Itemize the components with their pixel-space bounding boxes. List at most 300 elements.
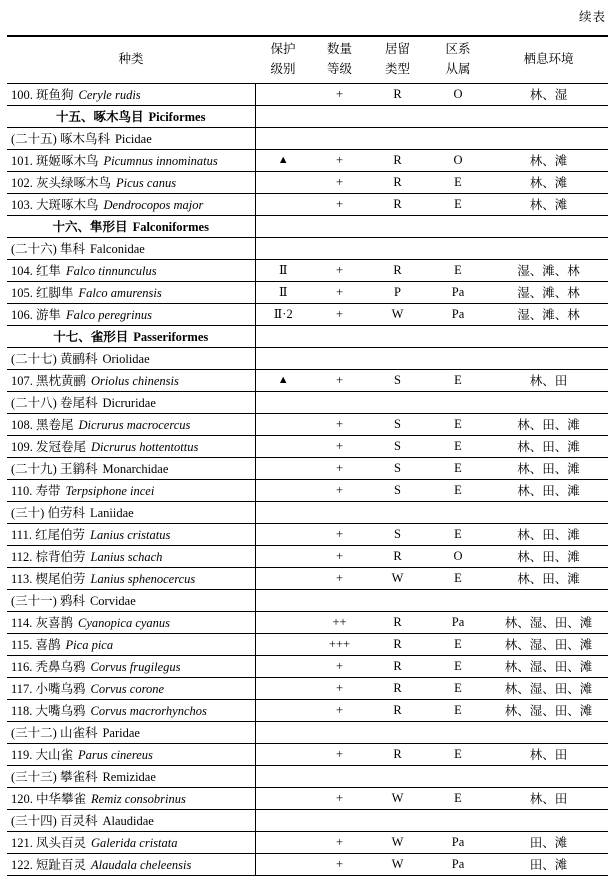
col-header-protection-line1: 保护 — [270, 42, 296, 57]
table-row — [7, 479, 608, 501]
protection-cell — [255, 787, 311, 809]
quantity-cell: + — [311, 149, 368, 171]
table-row — [7, 721, 608, 743]
fauna-cell: E — [427, 369, 489, 391]
species-latin: Falconiformes — [132, 220, 209, 234]
species-latin: Lanius schach — [90, 550, 163, 564]
species-cell — [7, 787, 255, 809]
quantity-cell: ++ — [311, 611, 368, 633]
col-header-quantity-line2: 等级 — [326, 61, 352, 76]
quantity-cell: + — [311, 699, 368, 721]
table-row — [7, 501, 608, 523]
col-header-residence-line1: 居留 — [384, 42, 410, 57]
species-latin: Falco peregrinus — [66, 308, 152, 322]
species-cell — [7, 853, 255, 875]
habitat-cell: 林、田、滩 — [489, 413, 608, 435]
residence-cell: R — [368, 83, 427, 105]
species-latin: Pica pica — [65, 638, 114, 652]
habitat-cell: 林、湿、田、滩 — [489, 655, 608, 677]
habitat-cell — [489, 589, 608, 611]
habitat-cell: 林、田 — [489, 743, 608, 765]
species-latin: Corvus corone — [90, 682, 165, 696]
habitat-cell — [489, 391, 608, 413]
residence-cell — [368, 325, 427, 347]
species-latin: Dicrurus macrocercus — [78, 418, 191, 432]
protection-cell — [255, 523, 311, 545]
residence-cell: S — [368, 479, 427, 501]
residence-cell: R — [368, 171, 427, 193]
species-zh: (二十五) 啄木鸟科 — [11, 132, 110, 146]
species-latin: Galerida cristata — [91, 836, 178, 850]
quantity-cell: + — [311, 303, 368, 325]
protection-cell — [255, 83, 311, 105]
quantity-cell: + — [311, 545, 368, 567]
table-row — [7, 303, 608, 325]
col-header-protection — [255, 36, 311, 83]
table-row — [7, 259, 608, 281]
species-latin: Passeriformes — [133, 330, 209, 344]
species-cell — [7, 545, 255, 567]
quantity-cell: + — [311, 369, 368, 391]
protection-cell — [255, 831, 311, 853]
residence-cell: P — [368, 281, 427, 303]
species-cell — [7, 281, 255, 303]
fauna-cell — [427, 721, 489, 743]
species-cell — [7, 479, 255, 501]
fauna-cell — [427, 391, 489, 413]
species-cell — [7, 149, 255, 171]
species-zh: 105. 红脚隼 — [11, 286, 74, 300]
protection-cell — [255, 611, 311, 633]
table-row — [7, 633, 608, 655]
fauna-cell: Pa — [427, 853, 489, 875]
quantity-cell — [311, 105, 368, 127]
fauna-cell: E — [427, 523, 489, 545]
species-zh: (二十七) 黄鹂科 — [11, 352, 98, 366]
residence-cell: S — [368, 457, 427, 479]
species-latin: Remizidae — [102, 770, 156, 784]
species-latin: Lanius cristatus — [90, 528, 171, 542]
habitat-cell — [489, 215, 608, 237]
species-zh: 117. 小嘴乌鸦 — [11, 682, 86, 696]
species-cell — [7, 677, 255, 699]
table-row — [7, 831, 608, 853]
protection-cell — [255, 655, 311, 677]
residence-cell — [368, 765, 427, 787]
table-header — [7, 36, 608, 83]
residence-cell: R — [368, 545, 427, 567]
protection-cell — [255, 699, 311, 721]
quantity-cell: + — [311, 743, 368, 765]
species-cell — [7, 237, 255, 259]
col-header-residence — [368, 36, 427, 83]
species-zh: 122. 短趾百灵 — [11, 858, 87, 872]
table-row — [7, 347, 608, 369]
col-header-fauna-line2: 从属 — [445, 61, 471, 76]
species-zh: 119. 大山雀 — [11, 748, 74, 762]
protection-cell — [255, 457, 311, 479]
species-zh: 110. 寿带 — [11, 484, 61, 498]
table-row — [7, 589, 608, 611]
species-cell — [7, 215, 255, 237]
table-row — [7, 369, 608, 391]
col-header-protection-line2: 级别 — [270, 61, 296, 76]
table-row — [7, 567, 608, 589]
habitat-cell: 林、田、滩 — [489, 567, 608, 589]
protection-cell — [255, 501, 311, 523]
species-cell — [7, 347, 255, 369]
species-latin: Corvus macrorhynchos — [90, 704, 207, 718]
species-cell — [7, 611, 255, 633]
species-cell — [7, 457, 255, 479]
protection-cell — [255, 193, 311, 215]
table-row — [7, 699, 608, 721]
quantity-cell — [311, 325, 368, 347]
table-row — [7, 853, 608, 875]
species-zh: 103. 大斑啄木鸟 — [11, 198, 99, 212]
residence-cell: R — [368, 677, 427, 699]
table-row — [7, 237, 608, 259]
fauna-cell: O — [427, 83, 489, 105]
fauna-cell: Pa — [427, 831, 489, 853]
protection-cell — [255, 809, 311, 831]
residence-cell: W — [368, 853, 427, 875]
species-zh: (二十九) 王鹟科 — [11, 462, 98, 476]
protection-cell — [255, 721, 311, 743]
species-zh: 116. 秃鼻乌鸦 — [11, 660, 86, 674]
protection-cell — [255, 435, 311, 457]
species-cell — [7, 413, 255, 435]
fauna-cell — [427, 809, 489, 831]
residence-cell: W — [368, 303, 427, 325]
habitat-cell: 林、田、滩 — [489, 523, 608, 545]
fauna-cell: Pa — [427, 611, 489, 633]
quantity-cell — [311, 765, 368, 787]
species-cell — [7, 589, 255, 611]
species-zh: (三十) 伯劳科 — [11, 506, 85, 520]
species-latin: Alaudidae — [102, 814, 154, 828]
table-row — [7, 105, 608, 127]
habitat-cell: 林、湿、田、滩 — [489, 633, 608, 655]
quantity-cell: + — [311, 193, 368, 215]
species-latin: Remiz consobrinus — [91, 792, 186, 806]
habitat-cell: 林、田 — [489, 787, 608, 809]
table-row — [7, 523, 608, 545]
species-cell — [7, 633, 255, 655]
habitat-cell — [489, 501, 608, 523]
quantity-cell — [311, 589, 368, 611]
habitat-cell: 湿、滩、林 — [489, 281, 608, 303]
residence-cell: R — [368, 633, 427, 655]
species-latin: Oriolus chinensis — [91, 374, 179, 388]
fauna-cell — [427, 501, 489, 523]
quantity-cell: + — [311, 567, 368, 589]
quantity-cell — [311, 127, 368, 149]
table-row — [7, 809, 608, 831]
protection-cell — [255, 347, 311, 369]
quantity-cell — [311, 347, 368, 369]
protection-cell: Ⅱ — [255, 281, 311, 303]
fauna-cell: O — [427, 545, 489, 567]
residence-cell — [368, 215, 427, 237]
species-zh: 109. 发冠卷尾 — [11, 440, 87, 454]
table-row — [7, 787, 608, 809]
species-cell — [7, 831, 255, 853]
residence-cell — [368, 127, 427, 149]
species-latin: Picidae — [114, 132, 152, 146]
quantity-cell — [311, 501, 368, 523]
habitat-cell: 林、田、滩 — [489, 545, 608, 567]
species-zh: 120. 中华攀雀 — [11, 792, 87, 806]
fauna-cell — [427, 215, 489, 237]
col-header-quantity — [311, 36, 368, 83]
residence-cell — [368, 347, 427, 369]
habitat-cell: 林、湿 — [489, 83, 608, 105]
species-latin: Falconidae — [89, 242, 145, 256]
habitat-cell — [489, 721, 608, 743]
species-cell — [7, 325, 255, 347]
protection-cell — [255, 325, 311, 347]
species-latin: Paridae — [102, 726, 140, 740]
quantity-cell: + — [311, 259, 368, 281]
species-zh: 107. 黑枕黄鹂 — [11, 374, 87, 388]
species-latin: Dicrurus hottentottus — [91, 440, 199, 454]
quantity-cell: + — [311, 853, 368, 875]
species-zh: 121. 凤头百灵 — [11, 836, 87, 850]
species-zh: (三十一) 鸦科 — [11, 594, 85, 608]
species-zh: 104. 红隼 — [11, 264, 62, 278]
quantity-cell: + — [311, 171, 368, 193]
quantity-cell: + — [311, 457, 368, 479]
protection-cell: ▲ — [255, 149, 311, 171]
table-row — [7, 149, 608, 171]
protection-cell — [255, 105, 311, 127]
species-zh: (二十六) 隼科 — [11, 242, 85, 256]
quantity-cell: + — [311, 677, 368, 699]
species-cell — [7, 743, 255, 765]
quantity-cell — [311, 391, 368, 413]
fauna-cell: E — [427, 435, 489, 457]
residence-cell — [368, 589, 427, 611]
quantity-cell: +++ — [311, 633, 368, 655]
habitat-cell: 林、田、滩 — [489, 435, 608, 457]
species-latin: Cyanopica cyanus — [78, 616, 171, 630]
residence-cell: S — [368, 413, 427, 435]
table-row — [7, 413, 608, 435]
fauna-cell: E — [427, 655, 489, 677]
residence-cell — [368, 391, 427, 413]
residence-cell — [368, 501, 427, 523]
table-row — [7, 83, 608, 105]
species-latin: Laniidae — [89, 506, 134, 520]
species-zh: 十七、雀形目 — [53, 330, 129, 344]
residence-cell: W — [368, 567, 427, 589]
quantity-cell — [311, 809, 368, 831]
residence-cell: R — [368, 149, 427, 171]
habitat-cell: 林、湿、田、滩 — [489, 677, 608, 699]
table-row — [7, 215, 608, 237]
fauna-cell: E — [427, 413, 489, 435]
species-cell — [7, 171, 255, 193]
habitat-cell — [489, 237, 608, 259]
species-latin: Oriolidae — [102, 352, 150, 366]
species-zh: (三十四) 百灵科 — [11, 814, 98, 828]
header-row — [7, 36, 608, 83]
habitat-cell — [489, 105, 608, 127]
habitat-cell: 林、湿、田、滩 — [489, 611, 608, 633]
species-cell — [7, 523, 255, 545]
species-table — [7, 35, 608, 876]
residence-cell: R — [368, 743, 427, 765]
col-header-habitat — [489, 36, 608, 83]
species-cell — [7, 193, 255, 215]
col-header-species-label: 种类 — [118, 52, 144, 67]
protection-cell — [255, 545, 311, 567]
fauna-cell — [427, 347, 489, 369]
fauna-cell: E — [427, 193, 489, 215]
quantity-cell: + — [311, 435, 368, 457]
quantity-cell: + — [311, 831, 368, 853]
protection-cell — [255, 171, 311, 193]
habitat-cell — [489, 127, 608, 149]
fauna-cell: E — [427, 171, 489, 193]
fauna-cell: E — [427, 457, 489, 479]
quantity-cell: + — [311, 787, 368, 809]
fauna-cell: E — [427, 677, 489, 699]
species-latin: Corvus frugilegus — [90, 660, 181, 674]
species-cell — [7, 259, 255, 281]
quantity-cell: + — [311, 83, 368, 105]
table-row — [7, 677, 608, 699]
habitat-cell: 林、湿、田、滩 — [489, 699, 608, 721]
fauna-cell: E — [427, 633, 489, 655]
table-row — [7, 325, 608, 347]
species-cell — [7, 655, 255, 677]
residence-cell — [368, 809, 427, 831]
quantity-cell: + — [311, 523, 368, 545]
protection-cell — [255, 127, 311, 149]
residence-cell: R — [368, 259, 427, 281]
fauna-cell — [427, 325, 489, 347]
col-header-fauna — [427, 36, 489, 83]
quantity-cell: + — [311, 281, 368, 303]
species-cell — [7, 567, 255, 589]
species-zh: 114. 灰喜鹊 — [11, 616, 74, 630]
species-cell — [7, 105, 255, 127]
protection-cell — [255, 479, 311, 501]
fauna-cell: E — [427, 787, 489, 809]
species-zh: 118. 大嘴乌鸦 — [11, 704, 86, 718]
species-zh: 113. 楔尾伯劳 — [11, 572, 86, 586]
protection-cell — [255, 589, 311, 611]
species-latin: Dendrocopos major — [103, 198, 204, 212]
species-latin: Lanius sphenocercus — [90, 572, 196, 586]
table-row — [7, 193, 608, 215]
habitat-cell: 林、田、滩 — [489, 479, 608, 501]
protection-cell — [255, 743, 311, 765]
species-latin: Dicruridae — [102, 396, 156, 410]
residence-cell: R — [368, 193, 427, 215]
residence-cell: R — [368, 611, 427, 633]
habitat-cell — [489, 347, 608, 369]
protection-cell — [255, 391, 311, 413]
species-cell — [7, 501, 255, 523]
species-zh: 102. 灰头绿啄木鸟 — [11, 176, 112, 190]
col-header-fauna-line1: 区系 — [445, 42, 471, 57]
species-latin: Ceryle rudis — [78, 88, 141, 102]
fauna-cell: E — [427, 479, 489, 501]
species-cell — [7, 699, 255, 721]
table-row — [7, 655, 608, 677]
residence-cell: W — [368, 787, 427, 809]
fauna-cell: E — [427, 743, 489, 765]
table-row — [7, 127, 608, 149]
fauna-cell — [427, 237, 489, 259]
fauna-cell — [427, 105, 489, 127]
quantity-cell: + — [311, 479, 368, 501]
habitat-cell: 林、滩 — [489, 171, 608, 193]
species-latin: Parus cinereus — [78, 748, 153, 762]
fauna-cell — [427, 127, 489, 149]
fauna-cell: E — [427, 699, 489, 721]
residence-cell: R — [368, 699, 427, 721]
species-cell — [7, 435, 255, 457]
species-cell — [7, 369, 255, 391]
fauna-cell — [427, 589, 489, 611]
species-cell — [7, 765, 255, 787]
protection-cell: Ⅱ·2 — [255, 303, 311, 325]
residence-cell: R — [368, 655, 427, 677]
protection-cell — [255, 567, 311, 589]
species-cell — [7, 303, 255, 325]
protection-cell — [255, 765, 311, 787]
protection-cell — [255, 853, 311, 875]
habitat-cell: 林、田、滩 — [489, 457, 608, 479]
table-row — [7, 281, 608, 303]
col-header-habitat-label: 栖息环境 — [523, 52, 574, 67]
species-zh: 112. 棕背伯劳 — [11, 550, 86, 564]
species-zh: 十六、隼形目 — [52, 220, 128, 234]
species-zh: 十五、啄木鸟目 — [56, 110, 144, 124]
residence-cell — [368, 237, 427, 259]
protection-cell — [255, 413, 311, 435]
table-row — [7, 391, 608, 413]
species-cell — [7, 127, 255, 149]
species-latin: Piciformes — [148, 110, 206, 124]
species-zh: 100. 斑鱼狗 — [11, 88, 74, 102]
residence-cell: W — [368, 831, 427, 853]
habitat-cell: 林、滩 — [489, 193, 608, 215]
table-row — [7, 545, 608, 567]
habitat-cell: 林、滩 — [489, 149, 608, 171]
protection-cell: ▲ — [255, 369, 311, 391]
habitat-cell: 田、滩 — [489, 853, 608, 875]
col-header-quantity-line1: 数量 — [326, 42, 352, 57]
protection-cell — [255, 215, 311, 237]
quantity-cell — [311, 215, 368, 237]
table-row — [7, 743, 608, 765]
protection-cell — [255, 237, 311, 259]
species-zh: (三十二) 山雀科 — [11, 726, 98, 740]
species-latin: Alaudala cheleensis — [91, 858, 192, 872]
residence-cell — [368, 105, 427, 127]
fauna-cell: E — [427, 567, 489, 589]
species-latin: Picus canus — [116, 176, 177, 190]
table-row — [7, 435, 608, 457]
col-header-residence-line2: 类型 — [384, 61, 410, 76]
species-cell — [7, 83, 255, 105]
species-zh: 111. 红尾伯劳 — [11, 528, 86, 542]
